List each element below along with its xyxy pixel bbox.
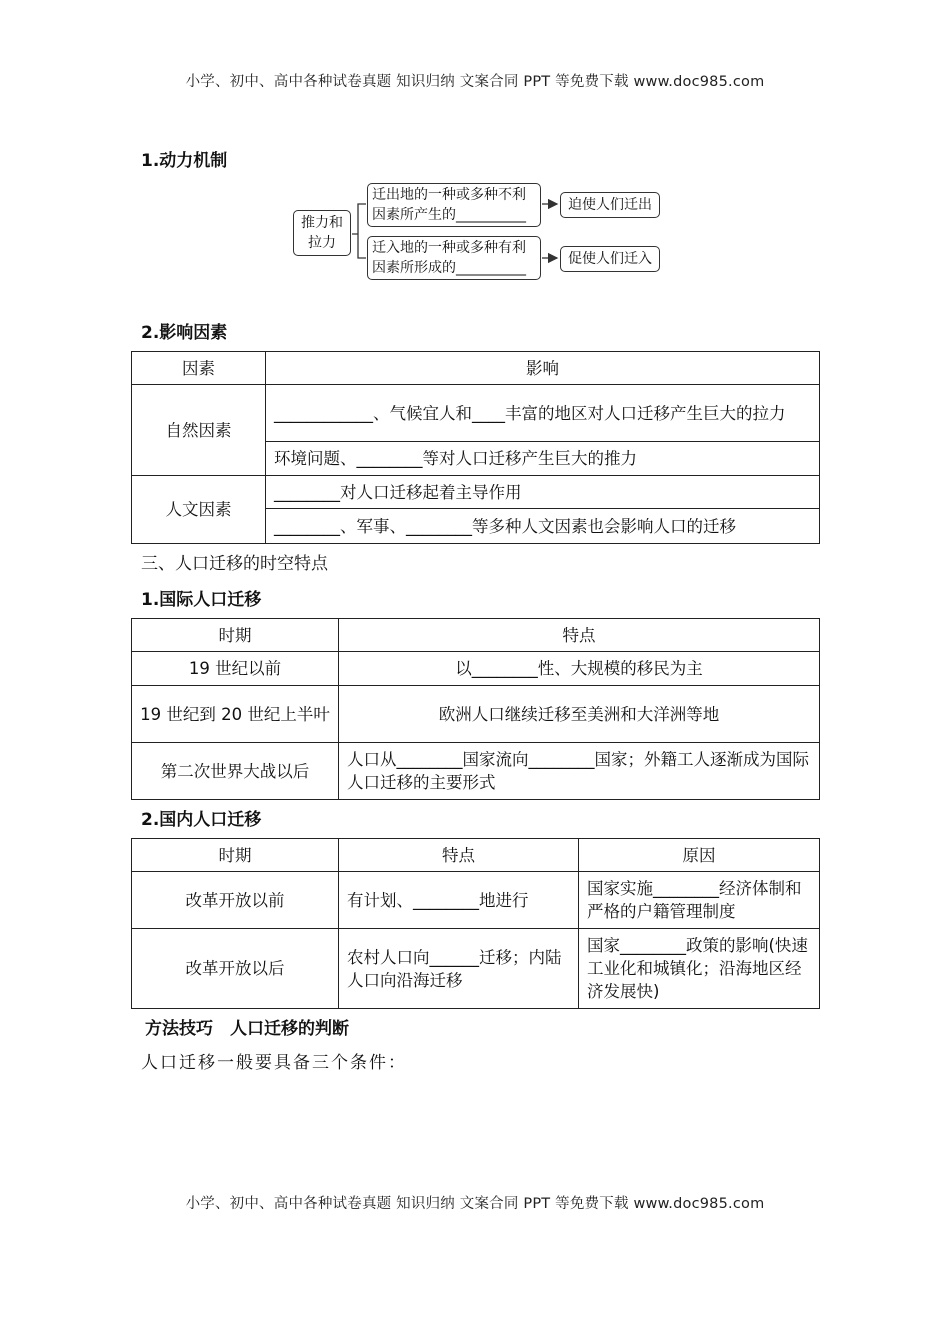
table-row	[132, 872, 820, 929]
push-pull-label-1: 推力和	[301, 215, 343, 231]
pull-factor-box	[367, 236, 541, 280]
table-row	[132, 476, 820, 509]
period-cell: 19 世纪到 20 世纪上半叶	[132, 686, 339, 743]
table-row	[132, 686, 820, 743]
header-feature: 特点	[339, 839, 579, 872]
page-footer: 小学、初中、高中各种试卷真题 知识归纳 文案合同 PPT 等免费下载 www.doc985.com	[185, 1196, 765, 1212]
feature-cell: 以________性、大规模的移民为主	[339, 652, 820, 686]
feature-cell: 欧洲人口继续迁移至美洲和大洋洲等地	[339, 686, 820, 743]
domestic-migration-table	[131, 838, 820, 1009]
push-pull-label-2: 拉力	[308, 235, 336, 251]
push-factor-line-1: 迁出地的一种或多种不利	[372, 187, 526, 203]
human-factor-label: 人文因素	[132, 476, 266, 544]
feature-cell: 人口从________国家流向________国家；外籍工人逐渐成为国际人口迁移的主要形式	[339, 743, 820, 800]
international-migration-table	[131, 618, 820, 800]
natural-factor-label: 自然因素	[132, 385, 266, 476]
period-cell: 改革开放以后	[132, 929, 339, 1009]
human-factor-cell-2: ________、军事、________等多种人文因素也会影响人口的迁移	[266, 509, 820, 544]
section-title-domestic: 2.国内人口迁移	[141, 810, 262, 830]
header-factor: 因素	[132, 352, 266, 385]
section-title-international: 1.国际人口迁移	[141, 590, 262, 610]
feature-cell: 农村人口向______迁移；内陆人口向沿海迁移	[339, 929, 579, 1009]
pull-factor-line-2: 因素所形成的__________	[372, 260, 526, 276]
header-period: 时期	[132, 619, 339, 652]
push-result-box: 迫使人们迁出	[560, 192, 660, 218]
section-title-spatiotemporal: 三、人口迁移的时空特点	[141, 554, 328, 574]
reason-cell: 国家________政策的影响(快速工业化和城镇化；沿海地区经济发展快)	[579, 929, 820, 1009]
table-row	[132, 929, 820, 1009]
period-cell: 改革开放以前	[132, 872, 339, 929]
table-header-row	[132, 839, 820, 872]
page-header: 小学、初中、高中各种试卷真题 知识归纳 文案合同 PPT 等免费下载 www.doc985.com	[185, 74, 765, 90]
table-header-row	[132, 619, 820, 652]
connector-bracket	[352, 204, 366, 258]
pull-result-box: 促使人们迁入	[560, 246, 660, 272]
factors-table	[131, 351, 820, 544]
section-title-factors: 2.影响因素	[141, 323, 228, 343]
human-factor-cell-1: ________对人口迁移起着主导作用	[266, 476, 820, 509]
method-tip-title: 方法技巧 人口迁移的判断	[145, 1019, 349, 1039]
feature-cell: 有计划、________地进行	[339, 872, 579, 929]
pull-factor-line-1: 迁入地的一种或多种有利	[372, 240, 526, 256]
push-factor-line-2: 因素所产生的__________	[372, 207, 526, 223]
table-row	[132, 743, 820, 800]
method-tip-text: 人口迁移一般要具备三个条件：	[141, 1053, 407, 1073]
push-factor-box	[367, 183, 541, 227]
period-cell: 第二次世界大战以后	[132, 743, 339, 800]
table-row	[132, 385, 820, 442]
header-impact: 影响	[266, 352, 820, 385]
natural-factor-cell-1: ____________、气候宜人和____丰富的地区对人口迁移产生巨大的拉力	[266, 385, 820, 442]
period-cell: 19 世纪以前	[132, 652, 339, 686]
header-reason: 原因	[579, 839, 820, 872]
reason-cell: 国家实施________经济体制和严格的户籍管理制度	[579, 872, 820, 929]
push-pull-box	[293, 210, 351, 256]
header-period: 时期	[132, 839, 339, 872]
table-row	[132, 652, 820, 686]
natural-factor-cell-2: 环境问题、________等对人口迁移产生巨大的推力	[266, 442, 820, 476]
header-feature: 特点	[339, 619, 820, 652]
table-header-row	[132, 352, 820, 385]
section-title-mechanism: 1.动力机制	[141, 151, 228, 171]
